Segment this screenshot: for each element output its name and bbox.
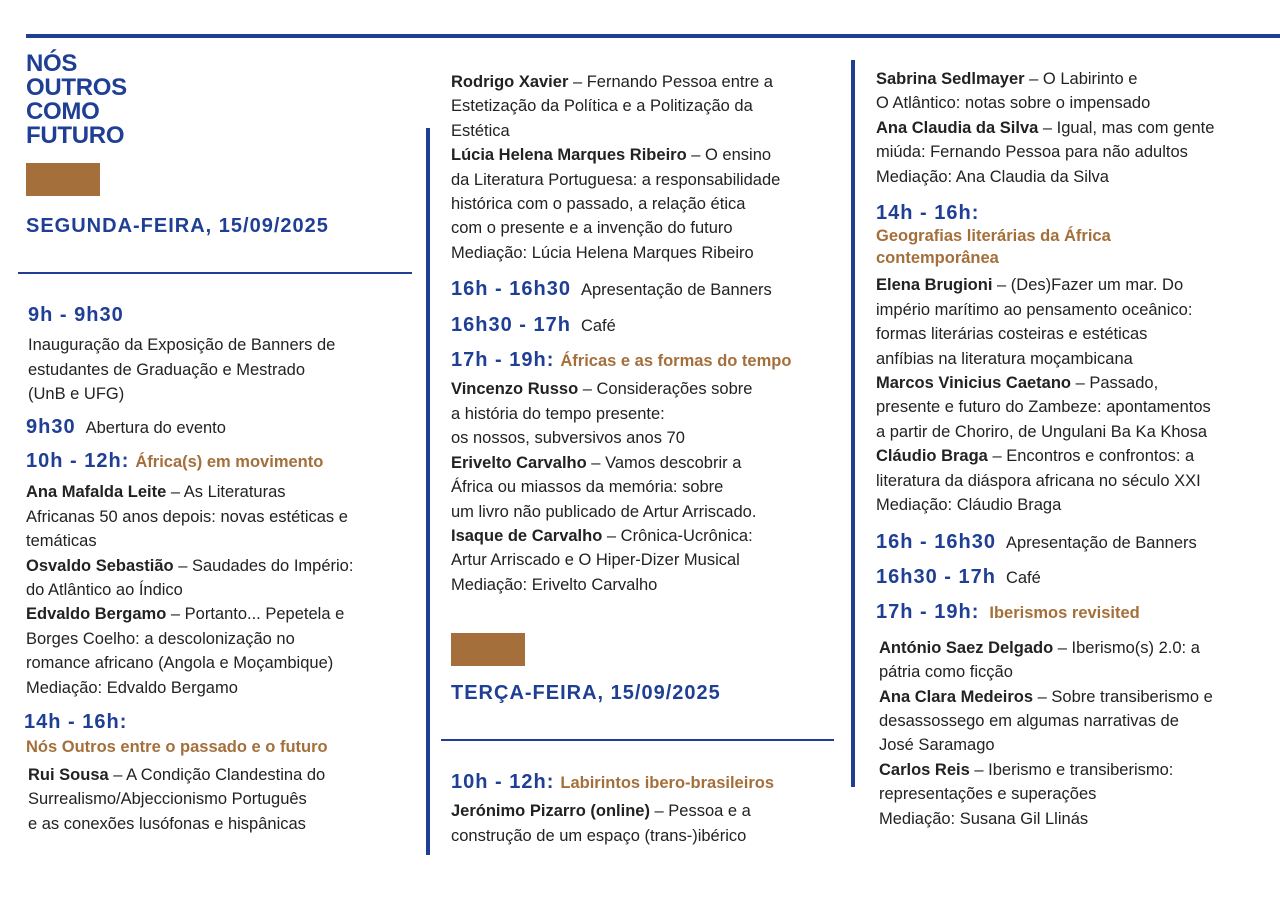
day-heading-monday: SEGUNDA-FEIRA, 15/09/2025 [26, 215, 329, 237]
speaker-name: Cláudio Braga [876, 447, 988, 466]
mediation: Mediação: Lúcia Helena Marques Ribeiro [451, 243, 754, 262]
session-description: Apresentação de Banners [580, 281, 772, 300]
session-description: Inauguração da Exposição de Banners de estudantes de Graduação e Mestrado (UnB e UFG) [28, 336, 336, 404]
time-slot: 17h - 19h: [451, 349, 555, 372]
session-theme: África(s) em movimento [135, 453, 324, 472]
speaker-name: Erivelto Carvalho [451, 453, 587, 472]
column-3 [876, 67, 1276, 831]
talk-title: – Vamos descobrir a África ou miassos da memória: sobre um livro não publicado de Artur Arriscado. [451, 453, 757, 521]
speaker-name: Ana Claudia da Silva [876, 118, 1039, 137]
talk [451, 377, 846, 450]
time-slot: 16h - 16h30 [451, 278, 571, 301]
talk-title: – A Condição Clandestina do Surrealismo/Abjeccionismo Português e as conexões lusófonas e hispânicas [28, 765, 326, 833]
session-theme: Labirintos ibero-brasileiros [560, 774, 774, 792]
column-1 [24, 303, 418, 836]
mediation: Mediação: Ana Claudia da Silva [876, 167, 1109, 186]
schedule-row [451, 277, 846, 302]
talk [26, 602, 418, 675]
talk [879, 685, 1276, 758]
column-divider-2 [851, 60, 855, 787]
speaker-name: António Saez Delgado [879, 638, 1054, 657]
talk [451, 799, 846, 848]
speaker-name: Ana Clara Medeiros [879, 687, 1034, 706]
speaker-name: Isaque de Carvalho [451, 526, 603, 545]
time-slot: 14h - 16h: [24, 711, 128, 734]
schedule-row [876, 530, 1276, 555]
speaker-name: Rui Sousa [28, 765, 109, 784]
talk-title: – O ensino da Literatura Portuguesa: a responsabilidade histórica com o passado, a relação ética com o presente e a invenção do futuro [451, 146, 781, 238]
talk-title: – As Literaturas Africanas 50 anos depois: novas estéticas e temáticas [26, 483, 348, 551]
talk-title: – Portanto... Pepetela e Borges Coelho: a descolonização no romance africano (Angola e Moçambique) [26, 605, 345, 673]
speaker-name: Carlos Reis [879, 760, 970, 779]
talk [451, 70, 846, 143]
session-theme: Iberismos revisited [989, 604, 1140, 623]
time-slot: 16h - 16h30 [876, 530, 996, 553]
schedule-row [451, 348, 846, 373]
schedule-row [451, 313, 846, 338]
time-slot: 9h30 [26, 415, 76, 438]
speaker-name: Vincenzo Russo [451, 380, 579, 399]
mediation: Mediação: Erivelto Carvalho [451, 575, 658, 594]
talk [876, 273, 1276, 371]
event-logo [26, 52, 127, 148]
talk [451, 451, 846, 524]
time-slot: 16h30 - 17h [451, 313, 571, 336]
session-theme: Nós Outros entre o passado e o futuro [26, 737, 328, 756]
session-theme: Geografias literárias da África contemporânea [876, 227, 1111, 268]
talk [879, 758, 1276, 807]
logo-line-1: NÓS [26, 50, 78, 77]
talk [451, 524, 846, 573]
talk [28, 763, 418, 836]
schedule-row [876, 565, 1276, 590]
speaker-name: Marcos Vinicius Caetano [876, 374, 1072, 393]
talk-title: – Iberismo e transiberismo: representações e superações [879, 760, 1174, 804]
divider-monday [18, 272, 412, 274]
speaker-name: Osvaldo Sebastião [26, 556, 174, 575]
brown-swatch-2 [451, 633, 525, 666]
time-slot: 9h - 9h30 [28, 304, 124, 326]
session-description: Abertura do evento [85, 418, 226, 437]
talk [451, 143, 846, 241]
logo-line-3: COMO [26, 98, 100, 125]
speaker-name: Elena Brugioni [876, 276, 993, 295]
mediation: Mediação: Edvaldo Bergamo [26, 678, 238, 697]
brown-swatch-1 [26, 163, 100, 196]
time-slot: 14h - 16h: [876, 202, 980, 225]
talk [26, 554, 418, 603]
schedule-row [876, 600, 1276, 625]
top-rule [26, 34, 1280, 38]
talk [876, 444, 1276, 493]
column-divider-1 [426, 128, 430, 855]
session-description: Café [1005, 568, 1041, 587]
day-heading-tuesday: TERÇA-FEIRA, 15/09/2025 [451, 682, 721, 704]
session-description: Apresentação de Banners [1005, 533, 1197, 552]
schedule-row [451, 770, 846, 795]
talk-title: – O Labirinto e O Atlântico: notas sobre o impensado [876, 70, 1151, 113]
talk-title: – Pessoa e a construção de um espaço (trans-)ibérico [451, 802, 751, 845]
logo-line-2: OUTROS [26, 74, 127, 101]
speaker-name: Ana Mafalda Leite [26, 483, 167, 502]
schedule-row [26, 415, 418, 440]
speaker-name: Lúcia Helena Marques Ribeiro [451, 146, 687, 165]
talk-title: – Encontros e confrontos: a literatura da diáspora africana no século XXI [876, 447, 1201, 490]
speaker-name: Rodrigo Xavier [451, 73, 569, 91]
talk [876, 67, 1276, 116]
talk-title: – Sobre transiberismo e desassossego em algumas narrativas de José Saramago [879, 687, 1213, 755]
talk-title: – Igual, mas com gente miúda: Fernando Pessoa para não adultos [876, 118, 1215, 162]
column-2-tuesday [451, 770, 846, 848]
time-slot: 16h30 - 17h [876, 565, 996, 588]
session-theme: Áfricas e as formas do tempo [560, 352, 792, 371]
column-2 [451, 70, 846, 597]
logo-line-4: FUTURO [26, 122, 125, 149]
speaker-name: Sabrina Sedlmayer [876, 70, 1025, 88]
talk [876, 371, 1276, 444]
mediation: Mediação: Susana Gil Llinás [879, 809, 1089, 828]
talk [879, 636, 1276, 685]
talk [26, 480, 418, 553]
talk-title: – (Des)Fazer um mar. Do império marítimo ao pensamento oceânico: formas literárias costeiras e estéticas anfíbias na literatura moçambicana [876, 276, 1193, 368]
speaker-name: Jerónimo Pizarro (online) [451, 802, 650, 821]
talk-title: – Crônica-Ucrônica: Artur Arriscado e O Hiper-Dizer Musical [451, 526, 753, 570]
talk [876, 116, 1276, 165]
talk-title: – Passado, presente e futuro do Zambeze: apontamentos a partir de Choriro, de Ungulani Ba Ka Khosa [876, 374, 1211, 441]
session-description: Café [580, 316, 616, 335]
talk-title: – Iberismo(s) 2.0: a pátria como ficção [879, 638, 1200, 682]
time-slot: 10h - 12h: [451, 771, 555, 793]
talk-title: – Considerações sobre a história do tempo presente: os nossos, subversivos anos 70 [451, 380, 753, 448]
time-slot: 17h - 19h: [876, 601, 980, 624]
talk-title: – Saudades do Império: do Atlântico ao Índico [26, 556, 354, 600]
talk-title: – Fernando Pessoa entre a Estetização da Política e a Politização da Estética [451, 73, 773, 140]
speaker-name: Edvaldo Bergamo [26, 605, 167, 624]
mediation: Mediação: Cláudio Braga [876, 496, 1062, 515]
divider-tuesday [441, 739, 834, 741]
schedule-row [26, 449, 418, 474]
time-slot: 10h - 12h: [26, 450, 130, 473]
